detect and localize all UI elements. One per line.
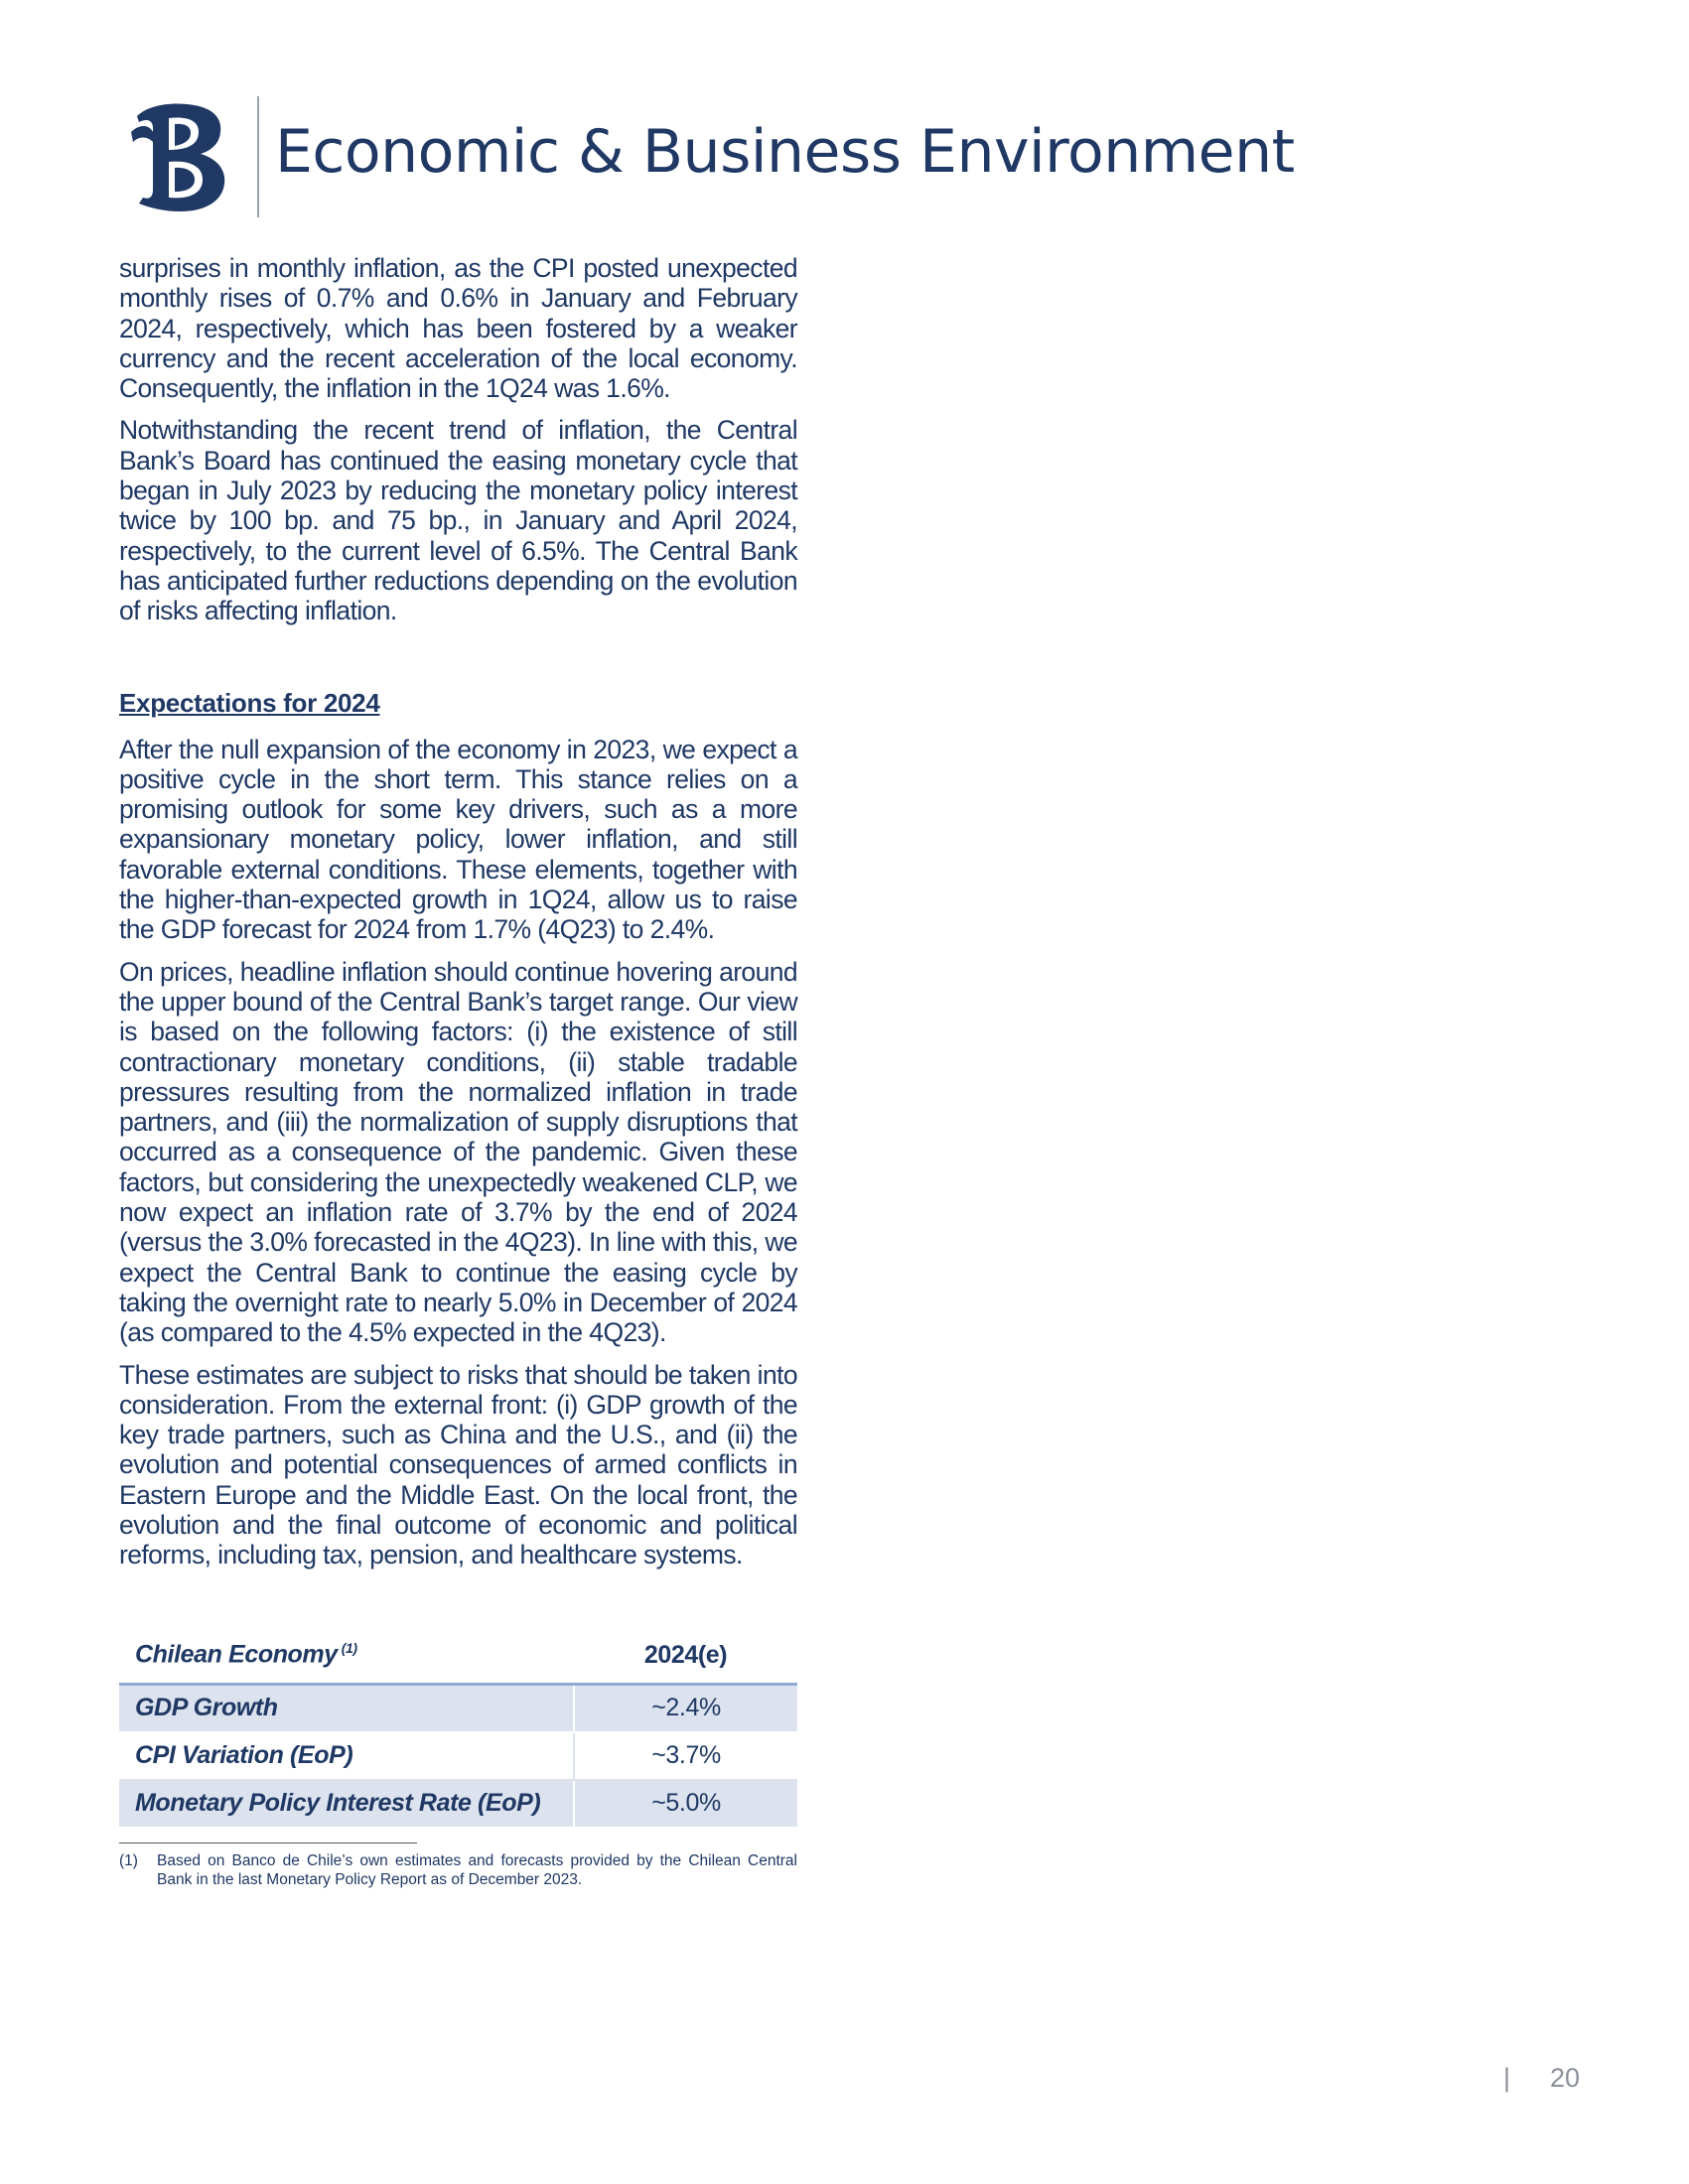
paragraph: After the null expansion of the economy in 2023, we expect a positive cycle in the short term. This stance relies on a promising outlook for some key drivers, such as a more expansionary monetary policy, lower inflation, and still favorable external conditions. These elements, together with the higher-than-expected growth in 1Q24, allow us to raise the GDP forecast for 2024 from 1.7% (4Q23) to 2.4%. (119, 734, 797, 945)
row-value: ~5.0% (574, 1780, 797, 1828)
row-label: GDP Growth (119, 1684, 574, 1732)
title-divider (257, 96, 259, 217)
table-header-label-text: Chilean Economy (135, 1640, 338, 1669)
table-row (119, 1732, 797, 1780)
table-row (119, 1684, 797, 1732)
chilean-economy-table (119, 1628, 797, 1829)
page-title: Economic & Business Environment (275, 117, 1295, 187)
table-header-value: 2024(e) (574, 1628, 797, 1685)
paragraph: Notwithstanding the recent trend of inflation, the Central Bank’s Board has continued the easing monetary cycle that began in July 2023 by reducing the monetary policy interest twice by 100 bp. and 75 bp., in January and April 2024, respectively, to the current level of 6.5%. The Central Bank has anticipated further reductions depending on the evolution of risks affecting inflation. (119, 415, 797, 626)
paragraph: These estimates are subject to risks that should be taken into consideration. From the external front: (i) GDP growth of the key trade partners, such as China and the U.S., and (ii) the evolution and potential consequences of armed conflicts in Eastern Europe and the Middle East. On the local front, the evolution and the final outcome of economic and political reforms, including tax, pension, and healthcare systems. (119, 1359, 797, 1570)
bank-logo-icon (129, 102, 228, 213)
row-value: ~2.4% (574, 1684, 797, 1732)
page-number: 20 (1549, 2063, 1580, 2093)
table-header-label (119, 1628, 574, 1685)
row-label: CPI Variation (EoP) (119, 1732, 574, 1780)
table-header-row (119, 1628, 797, 1685)
footnote (119, 1851, 797, 1889)
paragraph: On prices, headline inflation should continue hovering around the upper bound of the Central Bank’s target range. Our view is based on the following factors: (i) the existence of still contractionary monetary conditions, (ii) stable tradable pressures resulting from the normalized inflation in trade partners, and (iii) the normalization of supply disruptions that occurred as a consequence of the pandemic. Given these factors, but considering the unexpectedly weakened CLP, we now expect an inflation rate of 3.7% by the end of 2024 (versus the 3.0% forecasted in the 4Q23). In line with this, we expect the Central Bank to continue the easing cycle by taking the overnight rate to nearly 5.0% in December of 2024 (as compared to the 4.5% expected in the 4Q23). (119, 956, 797, 1348)
main-column (119, 253, 797, 1889)
row-label: Monetary Policy Interest Rate (EoP) (119, 1780, 574, 1828)
table-row (119, 1780, 797, 1828)
paragraph: surprises in monthly inflation, as the CPI posted unexpected monthly rises of 0.7% and 0.6% in January and February 2024, respectively, which has been fostered by a weaker currency and the recent acceleration of the local economy. Consequently, the inflation in the 1Q24 was 1.6%. (119, 253, 797, 404)
page-separator: | (1502, 2063, 1510, 2093)
footnote-text: Based on Banco de Chile’s own estimates and forecasts provided by the Chilean Central Bank in the last Monetary Policy Report as of December 2023. (157, 1851, 797, 1888)
footnote-marker: (1) (119, 1851, 138, 1869)
section-heading: Expectations for 2024 (119, 687, 380, 718)
row-value: ~3.7% (574, 1732, 797, 1780)
bank-logo (129, 102, 228, 213)
page-footer (1503, 2063, 1580, 2094)
footnote-mark: (1) (341, 1640, 357, 1657)
